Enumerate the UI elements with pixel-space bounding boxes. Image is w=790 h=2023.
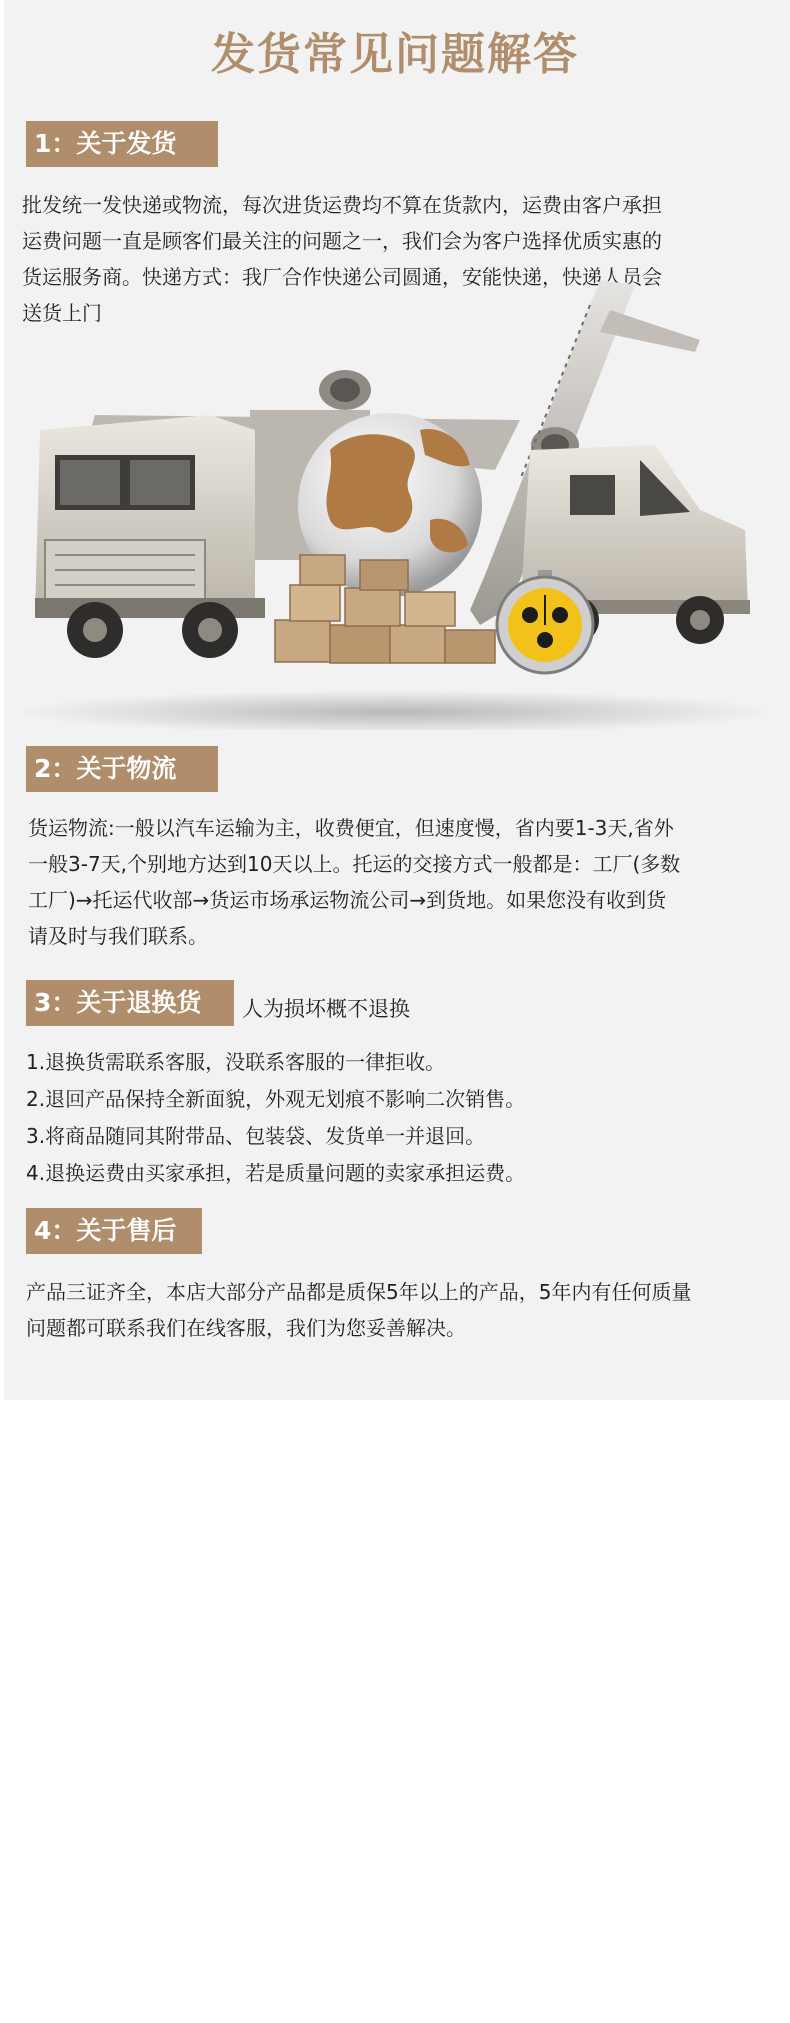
logistics-line: 货运物流:一般以汽车运输为主，收费便宜，但速度慢，省内要1-3天,省外 [28, 816, 674, 840]
after-sales-paragraph [26, 1274, 786, 1346]
shipping-line: 送货上门 [22, 301, 102, 325]
shipping-line: 运费问题一直是顾客们最关注的问题之一，我们会为客户选择优质实惠的 [22, 229, 662, 253]
list-item: 3.将商品随同其附带品、包装袋、发货单一并退回。 [26, 1124, 486, 1148]
logistics-line: 一般3-7天,个别地方达到10天以上。托运的交接方式一般都是：工厂(多数 [28, 852, 681, 876]
page-title: 发货常见问题解答 [211, 29, 579, 80]
returns-list [26, 1044, 776, 1192]
returns-note: 人为损坏概不退换 [242, 997, 410, 1021]
ground-shadow [15, 690, 775, 730]
list-item: 2.退回产品保持全新面貌，外观无划痕不影响二次销售。 [26, 1087, 526, 1111]
logistics-line: 请及时与我们联系。 [28, 924, 208, 948]
logistics-line: 工厂)→托运代收部→货运市场承运物流公司→到货地。如果您没有收到货 [28, 888, 667, 912]
parcel-boxes-icon [275, 555, 495, 663]
logistics-illustration [0, 280, 790, 730]
section-badge-logistics: 2：关于物流 [26, 746, 218, 792]
shipping-line: 货运服务商。快递方式：我厂合作快递公司圆通，安能快递，快递人员会 [22, 265, 662, 289]
shipping-line: 批发统一发快递或物流，每次进货运费均不算在货款内，运费由客户承担 [22, 193, 662, 217]
after-sales-line: 问题都可联系我们在线客服，我们为您妥善解决。 [26, 1316, 466, 1340]
after-sales-line: 产品三证齐全，本店大部分产品都是质保5年以上的产品，5年内有任何质量 [26, 1280, 692, 1304]
section-badge-returns: 3：关于退换货 [26, 980, 234, 1026]
list-item: 4.退换运费由买家承担，若是质量问题的卖家承担运费。 [26, 1161, 526, 1185]
section-badge-after-sales: 4：关于售后 [26, 1208, 202, 1254]
list-item: 1.退换货需联系客服，没联系客服的一律拒收。 [26, 1050, 446, 1074]
logistics-paragraph [28, 810, 784, 954]
section-badge-shipping: 1：关于发货 [26, 121, 218, 167]
